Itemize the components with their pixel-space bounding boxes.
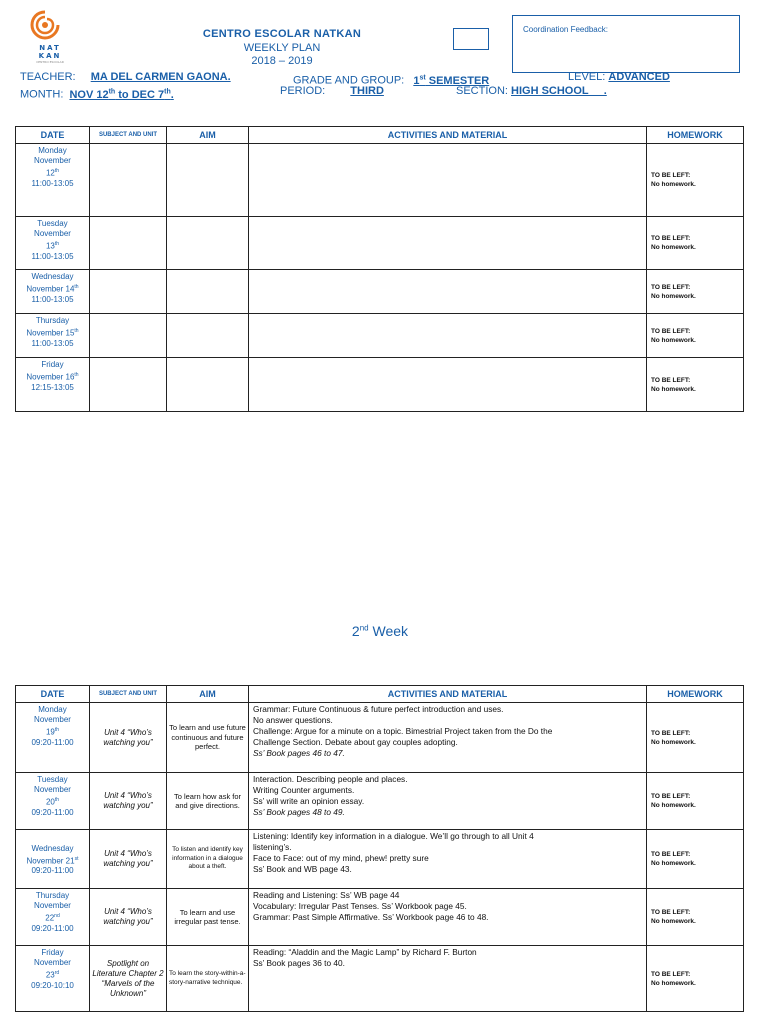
activity-line: listening’s. bbox=[253, 842, 292, 852]
date-day: Friday bbox=[41, 948, 64, 957]
section-label: SECTION: bbox=[456, 85, 508, 97]
month-label: MONTH: bbox=[20, 88, 64, 101]
table-row bbox=[16, 889, 744, 946]
week2-table bbox=[15, 685, 744, 1012]
homework-label: TO BE LEFT: bbox=[651, 793, 691, 800]
period-value: THIRD bbox=[350, 85, 384, 97]
date-sup: th bbox=[74, 372, 79, 378]
date-day: Wednesday bbox=[31, 272, 74, 281]
date-day: Monday bbox=[38, 705, 67, 714]
activity-line: Reading: “Aladdin and the Magic Lamp” by Richard F. Burton bbox=[253, 947, 477, 957]
table-row bbox=[16, 358, 744, 412]
date-time: 09:20-11:00 bbox=[31, 737, 74, 747]
activity-line: Grammar: Future Continuous & future perfect introduction and uses. bbox=[253, 704, 504, 714]
homework-cell bbox=[647, 703, 744, 773]
activity-line: Ss’ Book pages 36 to 40. bbox=[253, 958, 345, 968]
month-c: . bbox=[170, 88, 174, 101]
activities-cell[interactable] bbox=[249, 358, 647, 412]
col-aim: AIM bbox=[167, 127, 249, 144]
date-time: 11:00-13:05 bbox=[31, 294, 74, 304]
date-num-value: 23 bbox=[45, 970, 55, 980]
month-value bbox=[69, 89, 183, 101]
col-subject: SUBJECT AND UNIT bbox=[90, 686, 167, 703]
date-month: November bbox=[34, 958, 71, 967]
homework-label: TO BE LEFT: bbox=[651, 909, 691, 916]
date-sup: st bbox=[74, 855, 79, 862]
activity-line: No answer questions. bbox=[253, 715, 333, 725]
activity-line: Ss’ Book pages 46 to 47. bbox=[253, 748, 345, 758]
month-info bbox=[20, 85, 184, 102]
date-cell bbox=[16, 773, 90, 830]
homework-label: TO BE LEFT: bbox=[651, 376, 691, 384]
date-sup: rd bbox=[54, 970, 60, 976]
date-cell bbox=[16, 270, 90, 314]
date-num bbox=[16, 725, 89, 738]
homework-label: TO BE LEFT: bbox=[651, 327, 691, 335]
date-sup: nd bbox=[54, 913, 60, 919]
homework-text: No homework. bbox=[651, 385, 696, 393]
date-time: 12:15-13:05 bbox=[31, 382, 74, 392]
date-day: Tuesday bbox=[37, 219, 68, 228]
homework-label: TO BE LEFT: bbox=[651, 235, 691, 242]
date-month: November bbox=[34, 785, 71, 794]
activity-line: Ss’ Book and WB page 43. bbox=[253, 864, 352, 874]
subject-cell[interactable]: Unit 4 “Who’s watching you” bbox=[90, 773, 167, 830]
homework-text: No homework. bbox=[651, 292, 696, 300]
logo-mark-icon bbox=[30, 10, 60, 40]
homework-label: TO BE LEFT: bbox=[651, 851, 691, 858]
subject-cell[interactable] bbox=[90, 270, 167, 314]
date-month-value: November 21 bbox=[26, 856, 75, 866]
date-num bbox=[16, 968, 89, 981]
school-years: 2018 – 2019 bbox=[251, 55, 313, 67]
homework-text: No homework. bbox=[651, 181, 696, 188]
teacher-info bbox=[20, 71, 235, 84]
homework-text: No homework. bbox=[651, 336, 696, 344]
table-row bbox=[16, 946, 744, 1012]
subject-cell[interactable]: Spotlight on Literature Chapter 2 “Marvels of the Unknown” bbox=[90, 946, 167, 1012]
section-value: HIGH SCHOOL . bbox=[511, 85, 607, 97]
homework-text: No homework. bbox=[651, 738, 696, 746]
date-day: Tuesday bbox=[37, 775, 68, 784]
date-month bbox=[16, 326, 89, 339]
date-cell bbox=[16, 703, 90, 773]
activity-line: Interaction. Describing people and places. bbox=[253, 774, 408, 784]
activity-line: Challenge: Argue for a minute on a topic. Bimestrial Project taken from the Do the bbox=[253, 726, 553, 736]
grade-sup: st bbox=[419, 74, 426, 81]
homework-cell bbox=[647, 889, 744, 946]
date-month-value: November 15 bbox=[26, 328, 75, 338]
homework-cell bbox=[647, 358, 744, 412]
subject-cell[interactable] bbox=[90, 144, 167, 217]
date-num-value: 19 bbox=[45, 727, 55, 737]
teacher-label: TEACHER: bbox=[20, 71, 76, 83]
month-sup-b: th bbox=[164, 88, 171, 95]
col-activities: ACTIVITIES AND MATERIAL bbox=[249, 686, 647, 703]
homework-label: TO BE LEFT: bbox=[651, 172, 691, 179]
date-cell bbox=[16, 144, 90, 217]
aim-cell[interactable]: To learn and use future continuous and future perfect. bbox=[167, 703, 249, 773]
date-num-value: 13 bbox=[45, 241, 55, 251]
natkan-logo bbox=[30, 10, 70, 70]
date-sup: th bbox=[74, 328, 79, 334]
logo-line-2: KAN bbox=[38, 52, 62, 60]
date-month: November bbox=[34, 156, 71, 165]
subject-cell[interactable] bbox=[90, 358, 167, 412]
activity-line: Ss’ Book pages 48 to 49. bbox=[253, 807, 345, 817]
activity-line: Grammar: Past Simple Affirmative. Ss’ Workbook page 46 to 48. bbox=[253, 912, 489, 922]
small-box bbox=[453, 28, 489, 50]
activities-cell[interactable] bbox=[249, 314, 647, 358]
homework-cell bbox=[647, 144, 744, 217]
date-num-value: 20 bbox=[45, 797, 55, 807]
aim-cell[interactable] bbox=[167, 314, 249, 358]
homework-cell bbox=[647, 946, 744, 1012]
date-num bbox=[16, 239, 89, 252]
date-day: Friday bbox=[41, 360, 64, 369]
table-row bbox=[16, 703, 744, 773]
homework-label: TO BE LEFT: bbox=[651, 729, 691, 737]
col-activities: ACTIVITIES AND MATERIAL bbox=[249, 127, 647, 144]
date-month: November bbox=[34, 901, 71, 910]
date-time: 11:00-13:05 bbox=[31, 338, 74, 348]
homework-cell bbox=[647, 314, 744, 358]
homework-text: No homework. bbox=[651, 860, 696, 867]
date-sup: th bbox=[54, 241, 60, 247]
logo-sub: CENTRO ESCOLAR bbox=[36, 60, 64, 64]
aim-cell[interactable] bbox=[167, 217, 249, 270]
homework-label: TO BE LEFT: bbox=[651, 283, 691, 291]
table-row bbox=[16, 773, 744, 830]
activity-line: Writing Counter arguments. bbox=[253, 785, 355, 795]
homework-cell bbox=[647, 830, 744, 889]
date-num-value: 12 bbox=[45, 168, 55, 178]
homework-cell bbox=[647, 217, 744, 270]
week2-title bbox=[0, 623, 760, 639]
aim-cell[interactable] bbox=[167, 270, 249, 314]
date-num-value: 22 bbox=[45, 913, 55, 923]
period-label: PERIOD: bbox=[280, 85, 326, 97]
week2-title-sup: nd bbox=[359, 623, 369, 633]
col-homework: HOMEWORK bbox=[647, 127, 744, 144]
date-day: Thursday bbox=[35, 891, 70, 900]
aim-cell[interactable]: To listen and identify key information in a dialogue about a theft. bbox=[167, 830, 249, 889]
subject-cell[interactable] bbox=[90, 314, 167, 358]
date-sup: th bbox=[54, 727, 60, 733]
homework-label: TO BE LEFT: bbox=[651, 970, 691, 978]
homework-text: No homework. bbox=[651, 244, 696, 251]
homework-text: No homework. bbox=[651, 802, 696, 809]
col-date: DATE bbox=[16, 127, 90, 144]
week1-table bbox=[15, 126, 744, 412]
level-value: ADVANCED bbox=[608, 71, 670, 83]
homework-cell bbox=[647, 270, 744, 314]
subject-cell[interactable]: Unit 4 “Who’s watching you” bbox=[90, 830, 167, 889]
date-cell bbox=[16, 830, 90, 889]
level-label: LEVEL: bbox=[568, 71, 606, 83]
homework-text: No homework. bbox=[651, 979, 696, 987]
aim-cell[interactable]: To learn how ask for and give directions. bbox=[167, 773, 249, 830]
date-month: November bbox=[34, 715, 71, 724]
date-time: 09:20-10:10 bbox=[31, 980, 74, 990]
subject-cell[interactable]: Unit 4 “Who’s watching you” bbox=[90, 703, 167, 773]
table-row bbox=[16, 270, 744, 314]
date-time: 11:00-13:05 bbox=[31, 178, 74, 188]
date-cell bbox=[16, 358, 90, 412]
date-day: Wednesday bbox=[31, 843, 74, 853]
date-day: Monday bbox=[38, 146, 67, 155]
table-row bbox=[16, 217, 744, 270]
activities-cell[interactable] bbox=[249, 946, 647, 1012]
date-month: November bbox=[34, 229, 71, 238]
date-cell bbox=[16, 889, 90, 946]
week2-title-num: 2 bbox=[351, 623, 360, 639]
aim-cell[interactable]: To learn the story-within-a-story-narrative technique. bbox=[167, 946, 249, 1012]
col-aim: AIM bbox=[167, 686, 249, 703]
activity-line: Reading and Listening: Ss’ WB page 44 bbox=[253, 890, 400, 900]
activities-cell[interactable] bbox=[249, 703, 647, 773]
school-name: CENTRO ESCOLAR NATKAN bbox=[202, 28, 362, 40]
table-row bbox=[16, 830, 744, 889]
subject-cell[interactable] bbox=[90, 217, 167, 270]
homework-text: No homework. bbox=[651, 918, 696, 925]
aim-cell[interactable] bbox=[167, 358, 249, 412]
date-time: 09:20-11:00 bbox=[31, 807, 74, 817]
date-num bbox=[16, 911, 89, 924]
date-month bbox=[16, 370, 89, 383]
date-num bbox=[16, 795, 89, 808]
month-sup-a: th bbox=[108, 88, 116, 95]
week1-header-row bbox=[16, 127, 744, 144]
date-cell bbox=[16, 217, 90, 270]
activities-cell[interactable] bbox=[249, 773, 647, 830]
date-sup: th bbox=[74, 284, 79, 290]
date-sup: th bbox=[54, 168, 60, 174]
date-month bbox=[16, 282, 89, 295]
activity-line: Face to Face: out of my mind, phew! pretty sure bbox=[253, 853, 429, 863]
level-info bbox=[568, 71, 670, 84]
grade-rest: SEMESTER bbox=[425, 74, 490, 87]
plan-title: WEEKLY PLAN bbox=[243, 42, 321, 54]
activities-cell[interactable] bbox=[249, 889, 647, 946]
date-cell bbox=[16, 946, 90, 1012]
col-date: DATE bbox=[16, 686, 90, 703]
col-subject: SUBJECT AND UNIT bbox=[90, 127, 167, 144]
date-day: Thursday bbox=[35, 316, 70, 325]
homework-cell bbox=[647, 773, 744, 830]
activities-cell[interactable] bbox=[249, 270, 647, 314]
aim-cell[interactable]: To learn and use irregular past tense. bbox=[167, 889, 249, 946]
logo-line-1: NAT bbox=[39, 44, 61, 52]
activity-line: Ss’ will write an opinion essay. bbox=[253, 796, 365, 806]
date-time: 11:00-13:05 bbox=[31, 251, 74, 261]
grade-label: GRADE AND GROUP: bbox=[293, 74, 405, 87]
activity-line: Listening: Identify key information in a dialogue. We’ll go through to all Unit 4 bbox=[253, 831, 534, 841]
activity-line: Vocabulary: Irregular Past Tenses. Ss’ Workbook page 45. bbox=[253, 901, 467, 911]
subject-cell[interactable]: Unit 4 “Who’s watching you” bbox=[90, 889, 167, 946]
activities-cell[interactable] bbox=[249, 830, 647, 889]
date-month-value: November 14 bbox=[26, 284, 75, 294]
date-cell bbox=[16, 314, 90, 358]
date-time: 09:20-11:00 bbox=[31, 923, 74, 933]
coordination-feedback-label: Coordination Feedback: bbox=[523, 25, 608, 34]
activities-cell[interactable] bbox=[249, 144, 647, 217]
coordination-feedback-box[interactable] bbox=[512, 15, 740, 73]
date-sup: th bbox=[54, 797, 60, 803]
grade-num: 1 bbox=[413, 74, 420, 87]
date-time: 09:20-11:00 bbox=[31, 866, 74, 876]
week2-header-row bbox=[16, 686, 744, 703]
week2-title-rest: Week bbox=[368, 623, 409, 639]
aim-cell[interactable] bbox=[167, 144, 249, 217]
col-homework: HOMEWORK bbox=[647, 686, 744, 703]
date-num bbox=[16, 166, 89, 179]
section-info bbox=[456, 85, 607, 98]
date-month-value: November 16 bbox=[26, 372, 75, 382]
teacher-value: MA DEL CARMEN GAONA. bbox=[90, 71, 231, 83]
date-month bbox=[16, 854, 89, 867]
month-a: NOV 12 bbox=[69, 88, 109, 101]
table-row bbox=[16, 314, 744, 358]
activity-line: Challenge Section. Debate about gay couples adopting. bbox=[253, 737, 458, 747]
period-info bbox=[280, 85, 396, 98]
activities-cell[interactable] bbox=[249, 217, 647, 270]
month-b: to DEC 7 bbox=[115, 88, 165, 101]
table-row bbox=[16, 144, 744, 217]
